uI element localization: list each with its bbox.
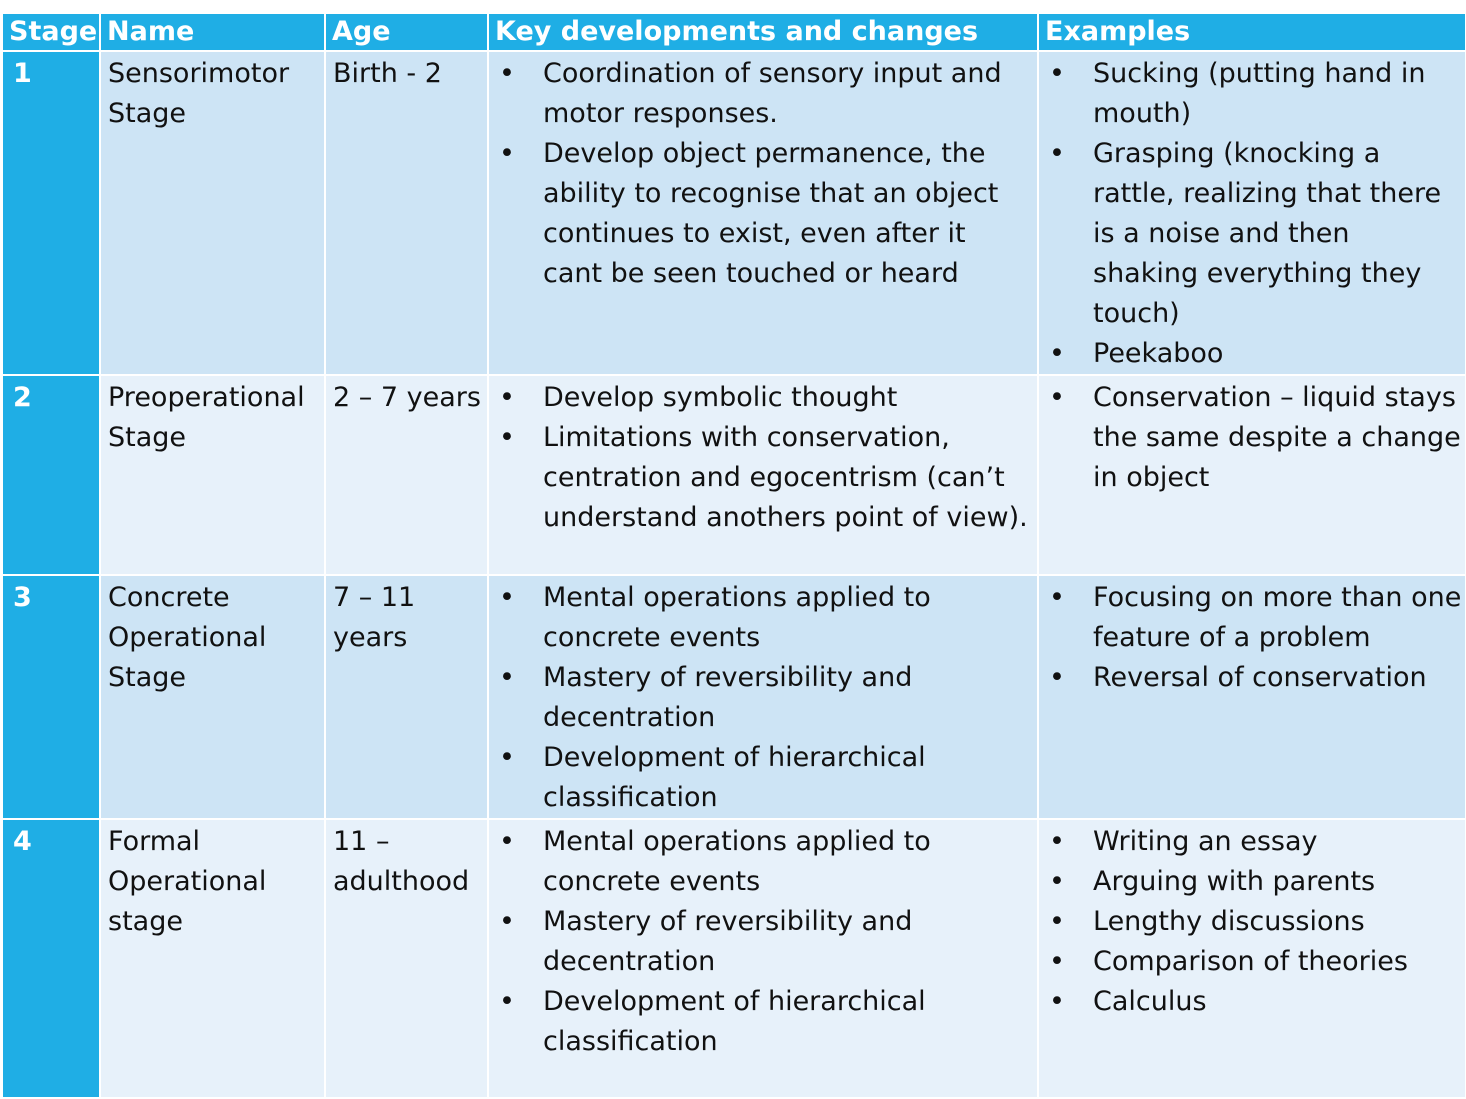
list-item-text: Develop object permanence, the ability to recognise that an object continues to exist, even after it cant be seen touched or heard [543, 138, 999, 289]
header-key-developments: Key developments and changes [488, 13, 1038, 51]
list-item-text: Mastery of reversibility and decentration [543, 906, 913, 977]
key-developments-cell [488, 575, 1038, 819]
list-item [496, 54, 1037, 134]
list-item [1046, 942, 1465, 982]
bullet-icon: • [499, 906, 515, 937]
list-item-text: Calculus [1093, 986, 1207, 1017]
header-name: Name [100, 13, 325, 51]
key-developments-cell [488, 819, 1038, 1098]
table-row [2, 51, 1466, 375]
list-item [496, 578, 1037, 658]
table-row [2, 575, 1466, 819]
bullet-icon: • [1049, 986, 1065, 1017]
stage-name: Concrete Operational Stage [100, 575, 325, 819]
stage-name: Formal Operational stage [100, 819, 325, 1098]
bullet-icon: • [1049, 138, 1065, 169]
stage-name: Preoperational Stage [100, 375, 325, 575]
list-item-text: Develop symbolic thought [543, 382, 898, 413]
bullet-icon: • [1049, 906, 1065, 937]
stage-age: Birth - 2 [325, 51, 488, 375]
stage-number: 4 [2, 819, 100, 1098]
bullet-icon: • [1049, 582, 1065, 613]
list-item-text: Focusing on more than one feature of a problem [1093, 582, 1462, 653]
list-item [1046, 822, 1465, 862]
list-item [1046, 902, 1465, 942]
stage-age: 11 – adulthood [325, 819, 488, 1098]
examples-list [1046, 578, 1465, 698]
list-item-text: Development of hierarchical classification [543, 742, 926, 813]
bullet-icon: • [1049, 58, 1065, 89]
list-item-text: Mental operations applied to concrete events [543, 826, 931, 897]
bullet-icon: • [499, 138, 515, 169]
list-item-text: Peekaboo [1093, 338, 1224, 369]
list-item-text: Reversal of conservation [1093, 662, 1427, 693]
key-developments-cell [488, 51, 1038, 375]
list-item-text: Conservation – liquid stays the same despite a change in object [1093, 382, 1461, 493]
table-row [2, 819, 1466, 1098]
list-item [1046, 334, 1465, 374]
bullet-icon: • [499, 382, 515, 413]
bullet-icon: • [1049, 662, 1065, 693]
list-item-text: Mastery of reversibility and decentration [543, 662, 913, 733]
examples-cell [1038, 51, 1466, 375]
bullet-icon: • [1049, 866, 1065, 897]
key-developments-list [496, 378, 1037, 538]
key-developments-list [496, 822, 1037, 1062]
bullet-icon: • [499, 582, 515, 613]
list-item [496, 418, 1037, 538]
list-item [496, 658, 1037, 738]
bullet-icon: • [499, 58, 515, 89]
bullet-icon: • [1049, 382, 1065, 413]
stages-table-container [1, 12, 1465, 1057]
list-item [496, 134, 1037, 294]
list-item [1046, 54, 1465, 134]
key-developments-cell [488, 375, 1038, 575]
header-row [2, 13, 1466, 51]
list-item [1046, 982, 1465, 1022]
stage-number: 3 [2, 575, 100, 819]
stage-number: 2 [2, 375, 100, 575]
list-item [1046, 378, 1465, 498]
stage-number: 1 [2, 51, 100, 375]
stage-age: 7 – 11 years [325, 575, 488, 819]
key-developments-list [496, 54, 1037, 294]
bullet-icon: • [1049, 826, 1065, 857]
piaget-stages-table [1, 12, 1466, 1099]
list-item [1046, 578, 1465, 658]
list-item [1046, 658, 1465, 698]
examples-list [1046, 378, 1465, 498]
list-item [496, 378, 1037, 418]
list-item-text: Sucking (putting hand in mouth) [1093, 58, 1426, 129]
list-item [496, 822, 1037, 902]
list-item [496, 982, 1037, 1062]
stage-name: Sensorimotor Stage [100, 51, 325, 375]
bullet-icon: • [499, 662, 515, 693]
list-item-text: Lengthy discussions [1093, 906, 1365, 937]
list-item-text: Limitations with conservation, centration and egocentrism (can’t understand anothers point of view). [543, 422, 1028, 533]
stage-age: 2 – 7 years [325, 375, 488, 575]
list-item [496, 738, 1037, 818]
bullet-icon: • [499, 742, 515, 773]
list-item-text: Writing an essay [1093, 826, 1318, 857]
examples-cell [1038, 575, 1466, 819]
bullet-icon: • [499, 986, 515, 1017]
header-stage: Stage [2, 13, 100, 51]
examples-cell [1038, 819, 1466, 1098]
list-item-text: Coordination of sensory input and motor responses. [543, 58, 1002, 129]
list-item-text: Arguing with parents [1093, 866, 1376, 897]
bullet-icon: • [1049, 946, 1065, 977]
table-row [2, 375, 1466, 575]
examples-list [1046, 822, 1465, 1022]
header-age: Age [325, 13, 488, 51]
key-developments-list [496, 578, 1037, 818]
bullet-icon: • [499, 826, 515, 857]
examples-list [1046, 54, 1465, 374]
list-item-text: Development of hierarchical classification [543, 986, 926, 1057]
list-item-text: Comparison of theories [1093, 946, 1408, 977]
list-item [1046, 862, 1465, 902]
list-item [496, 902, 1037, 982]
list-item-text: Grasping (knocking a rattle, realizing that there is a noise and then shaking everything they touch) [1093, 138, 1442, 329]
header-examples: Examples [1038, 13, 1466, 51]
bullet-icon: • [499, 422, 515, 453]
bullet-icon: • [1049, 338, 1065, 369]
list-item-text: Mental operations applied to concrete events [543, 582, 931, 653]
list-item [1046, 134, 1465, 334]
examples-cell [1038, 375, 1466, 575]
